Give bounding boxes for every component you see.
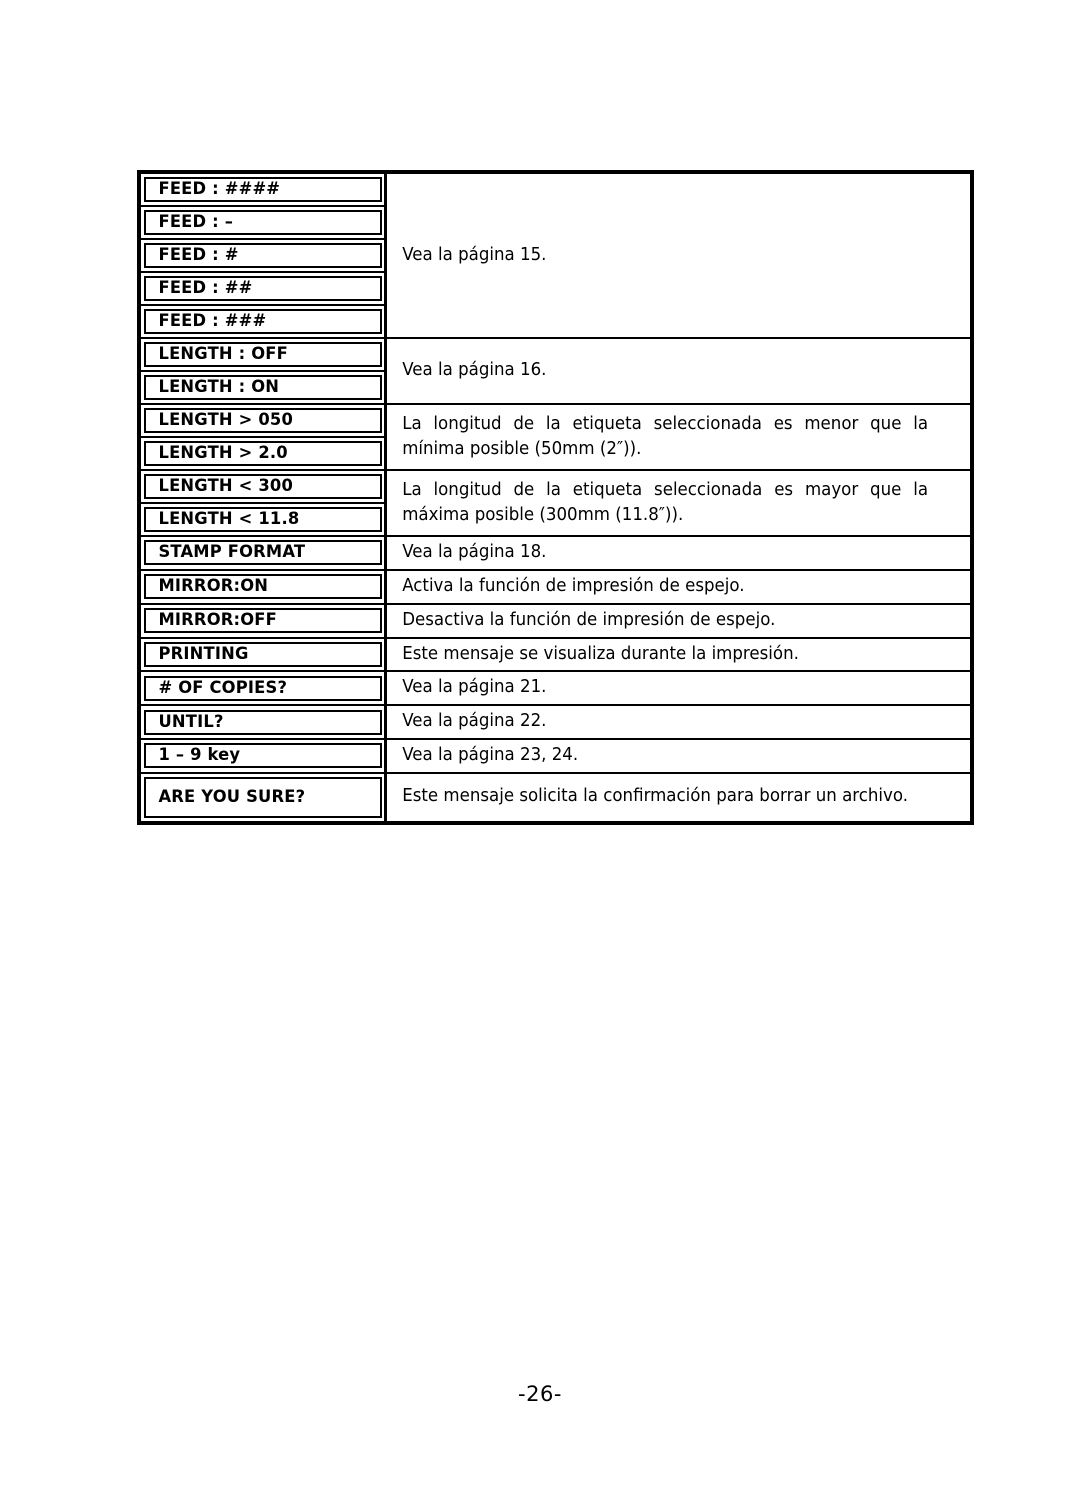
message-description-cell bbox=[385, 172, 972, 338]
message-code-cell bbox=[139, 503, 385, 536]
message-code-cell bbox=[139, 206, 385, 239]
message-code-label: # OF COPIES? bbox=[158, 677, 288, 698]
message-description-cell bbox=[385, 773, 972, 823]
message-description-cell bbox=[385, 570, 972, 604]
table-row bbox=[139, 404, 972, 437]
message-code-cell bbox=[139, 604, 385, 638]
table-row bbox=[139, 570, 972, 604]
message-description-cell bbox=[385, 739, 972, 773]
message-code-cell bbox=[139, 773, 385, 823]
message-code-cell bbox=[139, 371, 385, 404]
message-description-cell bbox=[385, 470, 972, 536]
message-code-label: FEED : ### bbox=[158, 311, 267, 331]
message-code-label: LENGTH < 11.8 bbox=[158, 509, 300, 529]
table-row bbox=[139, 773, 972, 823]
table-row bbox=[139, 671, 972, 705]
table-row bbox=[139, 739, 972, 773]
message-description-text: Este mensaje se visualiza durante la impresión. bbox=[401, 643, 799, 664]
table-row bbox=[139, 470, 972, 503]
message-code-cell bbox=[139, 305, 385, 338]
message-code-cell bbox=[139, 638, 385, 672]
message-description-text: Vea la página 21. bbox=[401, 677, 546, 698]
message-description-text: Vea la página 15. bbox=[401, 244, 546, 265]
message-code-cell bbox=[139, 570, 385, 604]
message-description-text: Este mensaje solicita la confirmación para borrar un archivo. bbox=[401, 786, 908, 807]
message-code-label: PRINTING bbox=[158, 643, 249, 664]
message-code-cell bbox=[139, 172, 385, 206]
message-description-cell bbox=[385, 536, 972, 570]
message-code-label: MIRROR:OFF bbox=[158, 610, 277, 631]
message-code-cell bbox=[139, 239, 385, 272]
message-code-cell bbox=[139, 272, 385, 305]
message-description-text: Vea la página 16. bbox=[401, 360, 546, 381]
message-code-label: LENGTH > 050 bbox=[158, 410, 293, 430]
table-row bbox=[139, 705, 972, 739]
message-code-cell bbox=[139, 739, 385, 773]
message-description-text: Vea la página 22. bbox=[401, 711, 546, 732]
message-code-cell bbox=[139, 404, 385, 437]
message-description-text: Vea la página 18. bbox=[401, 542, 546, 562]
message-description-cell bbox=[385, 604, 972, 638]
table-row bbox=[139, 172, 972, 206]
message-code-label: LENGTH < 300 bbox=[158, 476, 293, 496]
message-description-text: Desactiva la función de impresión de espejo. bbox=[401, 609, 775, 630]
message-code-cell bbox=[139, 536, 385, 570]
message-code-label: FEED : #### bbox=[158, 179, 281, 199]
message-code-cell bbox=[139, 437, 385, 470]
message-code-label: UNTIL? bbox=[158, 711, 224, 732]
message-description-text: Vea la página 23, 24. bbox=[401, 745, 578, 766]
message-description-text: La longitud de la etiqueta seleccionada es menor que la mínima posible (50mm (2″)). bbox=[401, 413, 928, 459]
message-code-label: FEED : # bbox=[158, 245, 239, 265]
message-description-cell bbox=[385, 705, 972, 739]
message-description-text: La longitud de la etiqueta seleccionada es mayor que la máxima posible (300mm (11.8″)). bbox=[401, 479, 928, 525]
message-code-label: MIRROR:ON bbox=[158, 576, 269, 597]
message-description-cell bbox=[385, 404, 972, 470]
page-number: -26- bbox=[518, 1382, 562, 1406]
message-code-label: 1 – 9 key bbox=[158, 745, 241, 766]
message-code-label: FEED : ## bbox=[158, 278, 253, 298]
message-code-label: FEED : – bbox=[158, 212, 234, 232]
message-description-cell bbox=[385, 338, 972, 404]
message-code-cell bbox=[139, 470, 385, 503]
message-reference-table bbox=[137, 170, 974, 825]
message-code-cell bbox=[139, 671, 385, 705]
message-code-label: LENGTH : OFF bbox=[158, 344, 288, 364]
message-code-cell bbox=[139, 705, 385, 739]
table-row bbox=[139, 536, 972, 570]
message-description-cell bbox=[385, 671, 972, 705]
message-code-label: STAMP FORMAT bbox=[158, 542, 306, 563]
table-row bbox=[139, 338, 972, 371]
message-description-cell bbox=[385, 638, 972, 672]
message-code-label: LENGTH > 2.0 bbox=[158, 443, 288, 463]
message-code-label: ARE YOU SURE? bbox=[158, 786, 306, 807]
message-description-text: Activa la función de impresión de espejo. bbox=[401, 575, 745, 596]
table-row bbox=[139, 638, 972, 672]
message-code-label: LENGTH : ON bbox=[158, 377, 280, 397]
message-code-cell bbox=[139, 338, 385, 371]
table-row bbox=[139, 604, 972, 638]
